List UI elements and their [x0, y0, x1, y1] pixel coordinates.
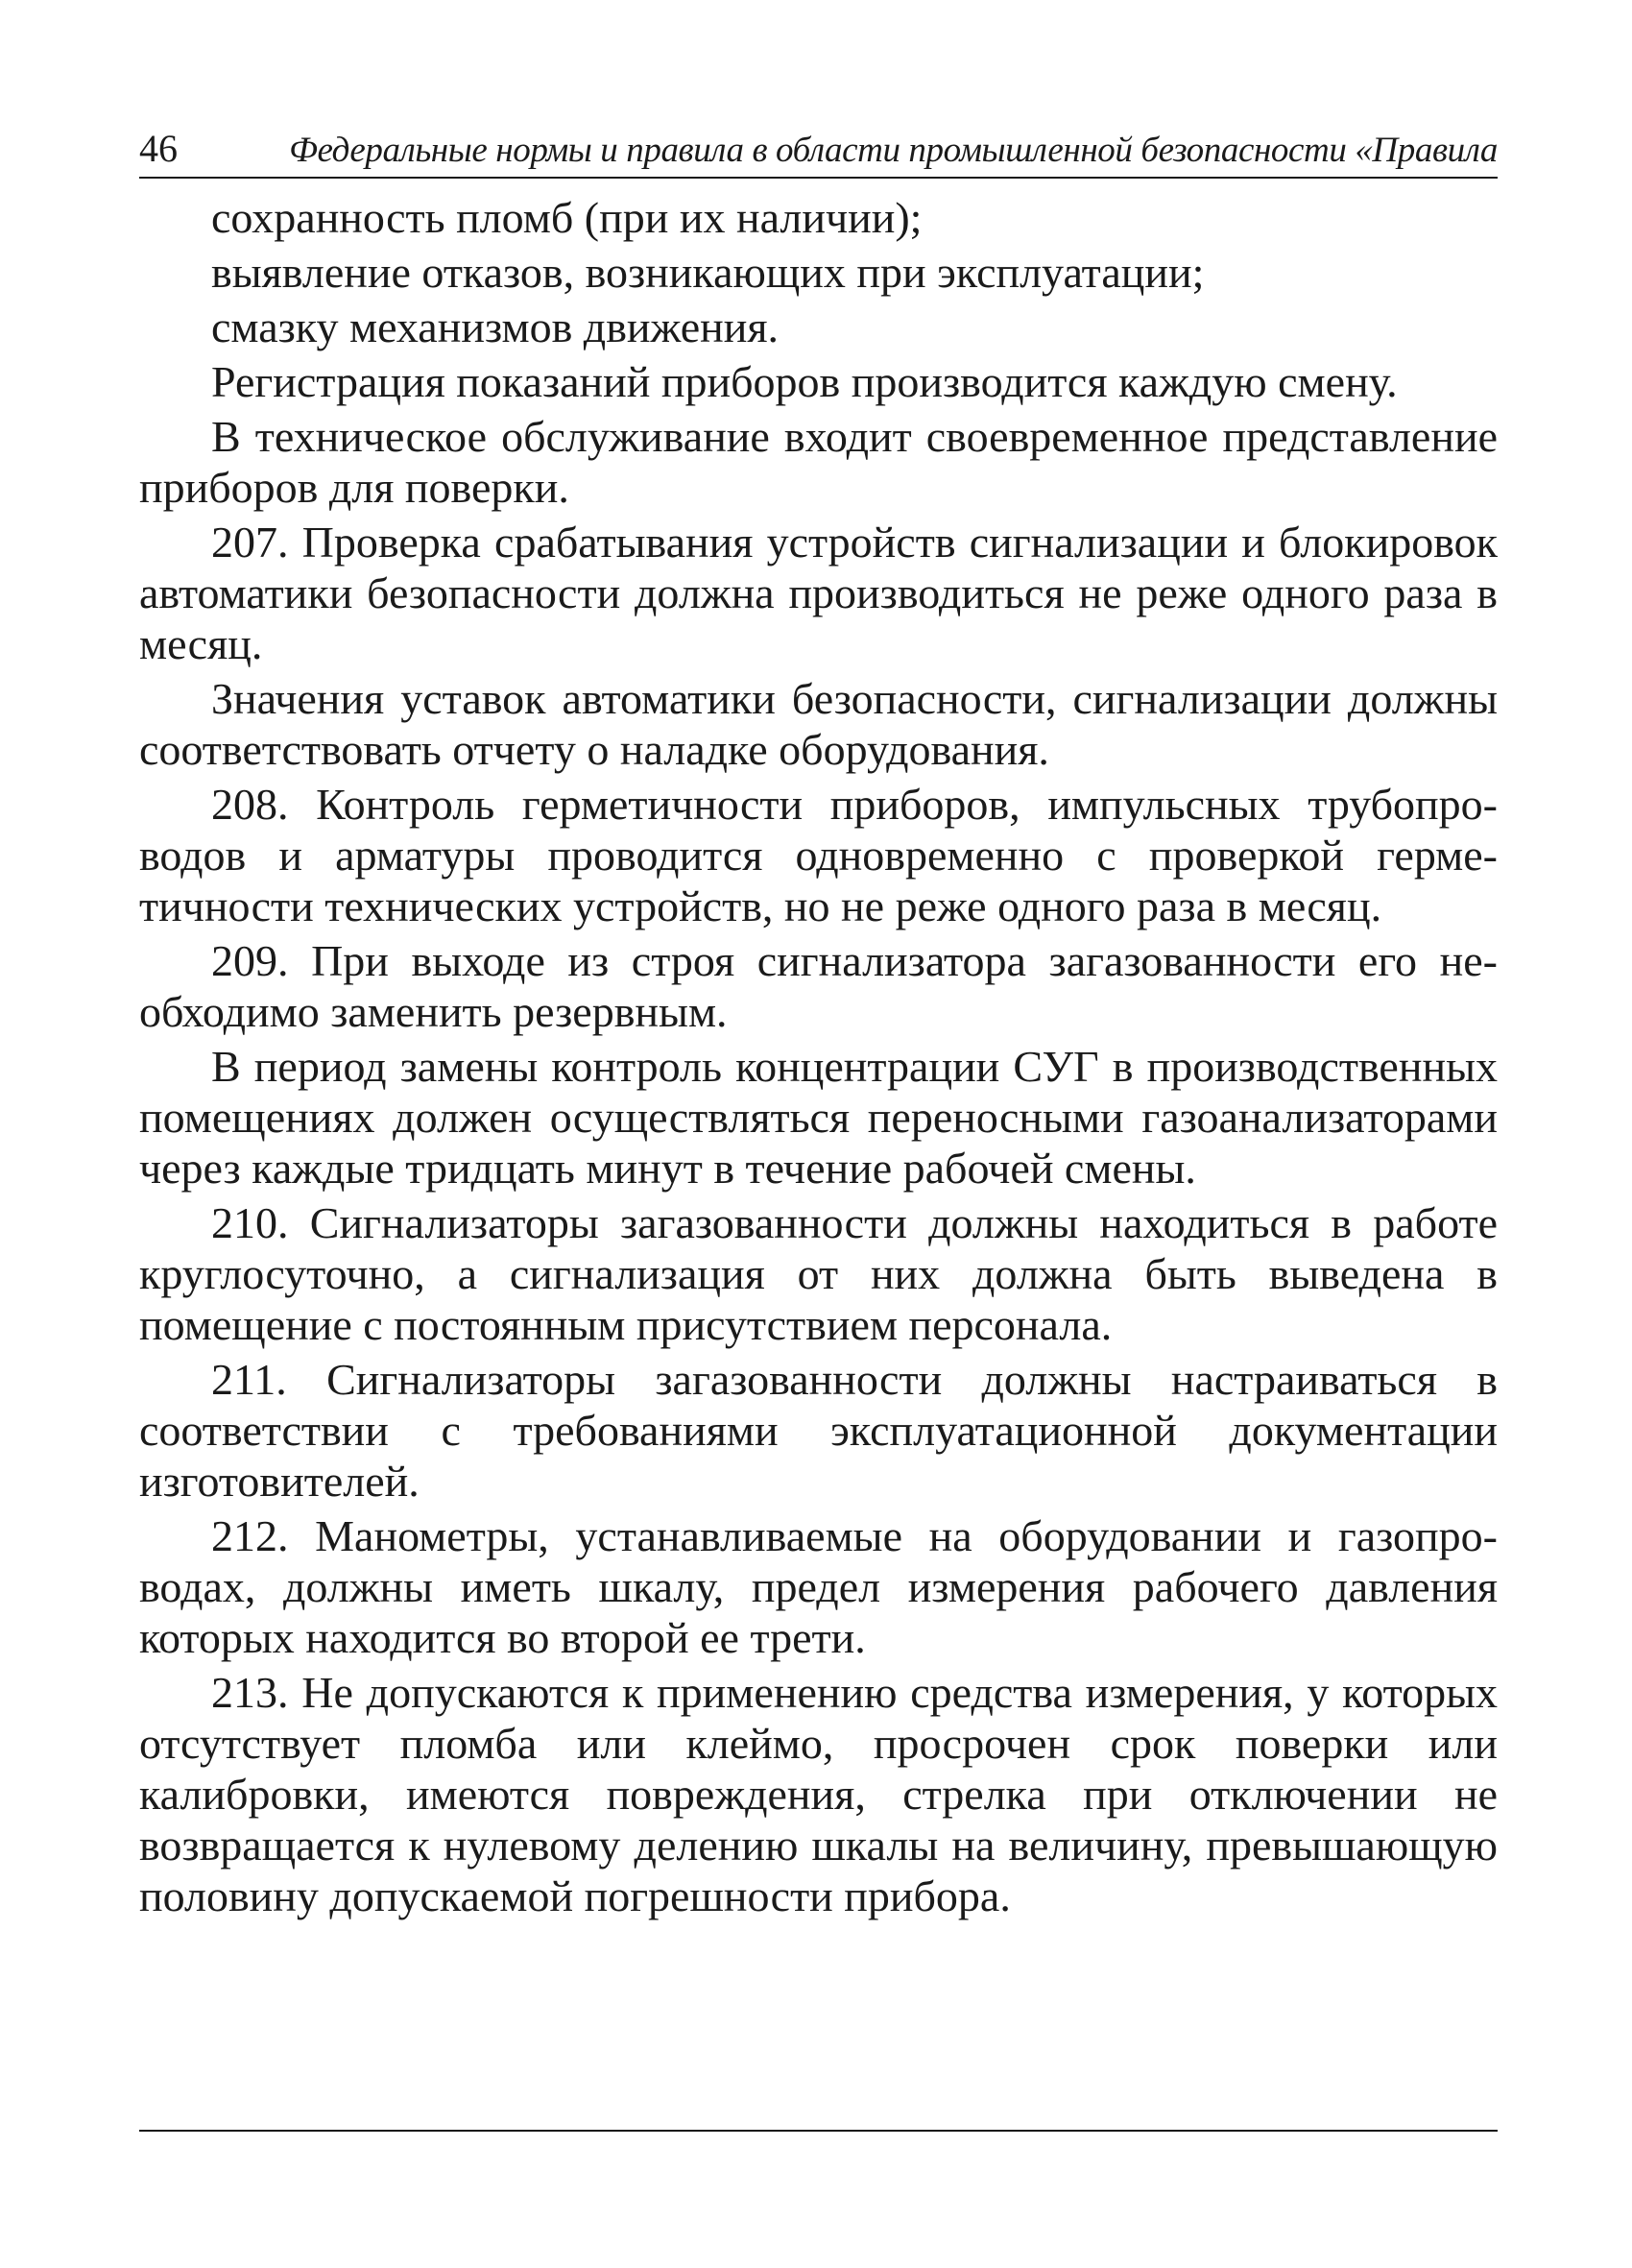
paragraph: В техническое обслуживание входит своевременное представление приборов для поверки. — [139, 412, 1498, 512]
paragraph: 213. Не допускаются к применению средства измерения, у которых отсутствует пломба или клеймо, просрочен срок поверки или калибровки, имеются повреждения, стрелка при отключении не возвращается к нулевому делению шкалы на величину, превышающую половину допускаемой погрешности прибора. — [139, 1668, 1498, 1920]
running-header — [139, 123, 1498, 179]
paragraph: Регистрация показаний приборов производится каждую смену. — [211, 357, 1398, 406]
paragraph: сохранность пломб (при их наличии); — [211, 193, 923, 242]
paragraph: смазку механизмов движения. — [211, 302, 780, 351]
paragraph: 210. Сигнализаторы загазованности должны находиться в работе круглосуточно, а сигнализация от них должна быть выведена в помещение с постоянным присутствием персонала. — [139, 1198, 1498, 1349]
page-number: 46 — [139, 127, 178, 170]
footer-rule — [139, 2130, 1498, 2132]
paragraph: В период замены контроль концентрации СУГ в производственных помещениях должен осуществляться переносными газоанализаторами через каждые тридцать минут в течение рабочей смены. — [139, 1042, 1498, 1193]
paragraph: 208. Контроль герметичности приборов, импульсных трубопроводов и арматуры проводится одновременно с проверкой герметичности технических устройств, но не реже одного раза в месяц. — [139, 780, 1498, 930]
paragraph: Значения уставок автоматики безопасности, сигнализации должны соответствовать отчету о наладке оборудования. — [139, 674, 1498, 774]
running-title: Федеральные нормы и правила в области промышленной безопасности «Правила — [289, 131, 1498, 170]
paragraph: 212. Манометры, устанавливаемые на оборудовании и газопроводах, должны иметь шкалу, предел измерения рабочего давления которых находится во второй ее трети. — [139, 1511, 1498, 1662]
paragraph: 209. При выходе из строя сигнализатора загазованности его необходимо заменить резервным. — [139, 936, 1498, 1036]
body-text — [139, 192, 1498, 1925]
paragraph: 207. Проверка срабатывания устройств сигнализации и блокировок автоматики безопасности должна производиться не реже одного раза в месяц. — [139, 518, 1498, 668]
paragraph: выявление отказов, возникающих при эксплуатации; — [211, 248, 1205, 297]
paragraph: 211. Сигнализаторы загазованности должны настраиваться в соответствии с требованиями эксплуатационной документации изготовителей. — [139, 1355, 1498, 1506]
